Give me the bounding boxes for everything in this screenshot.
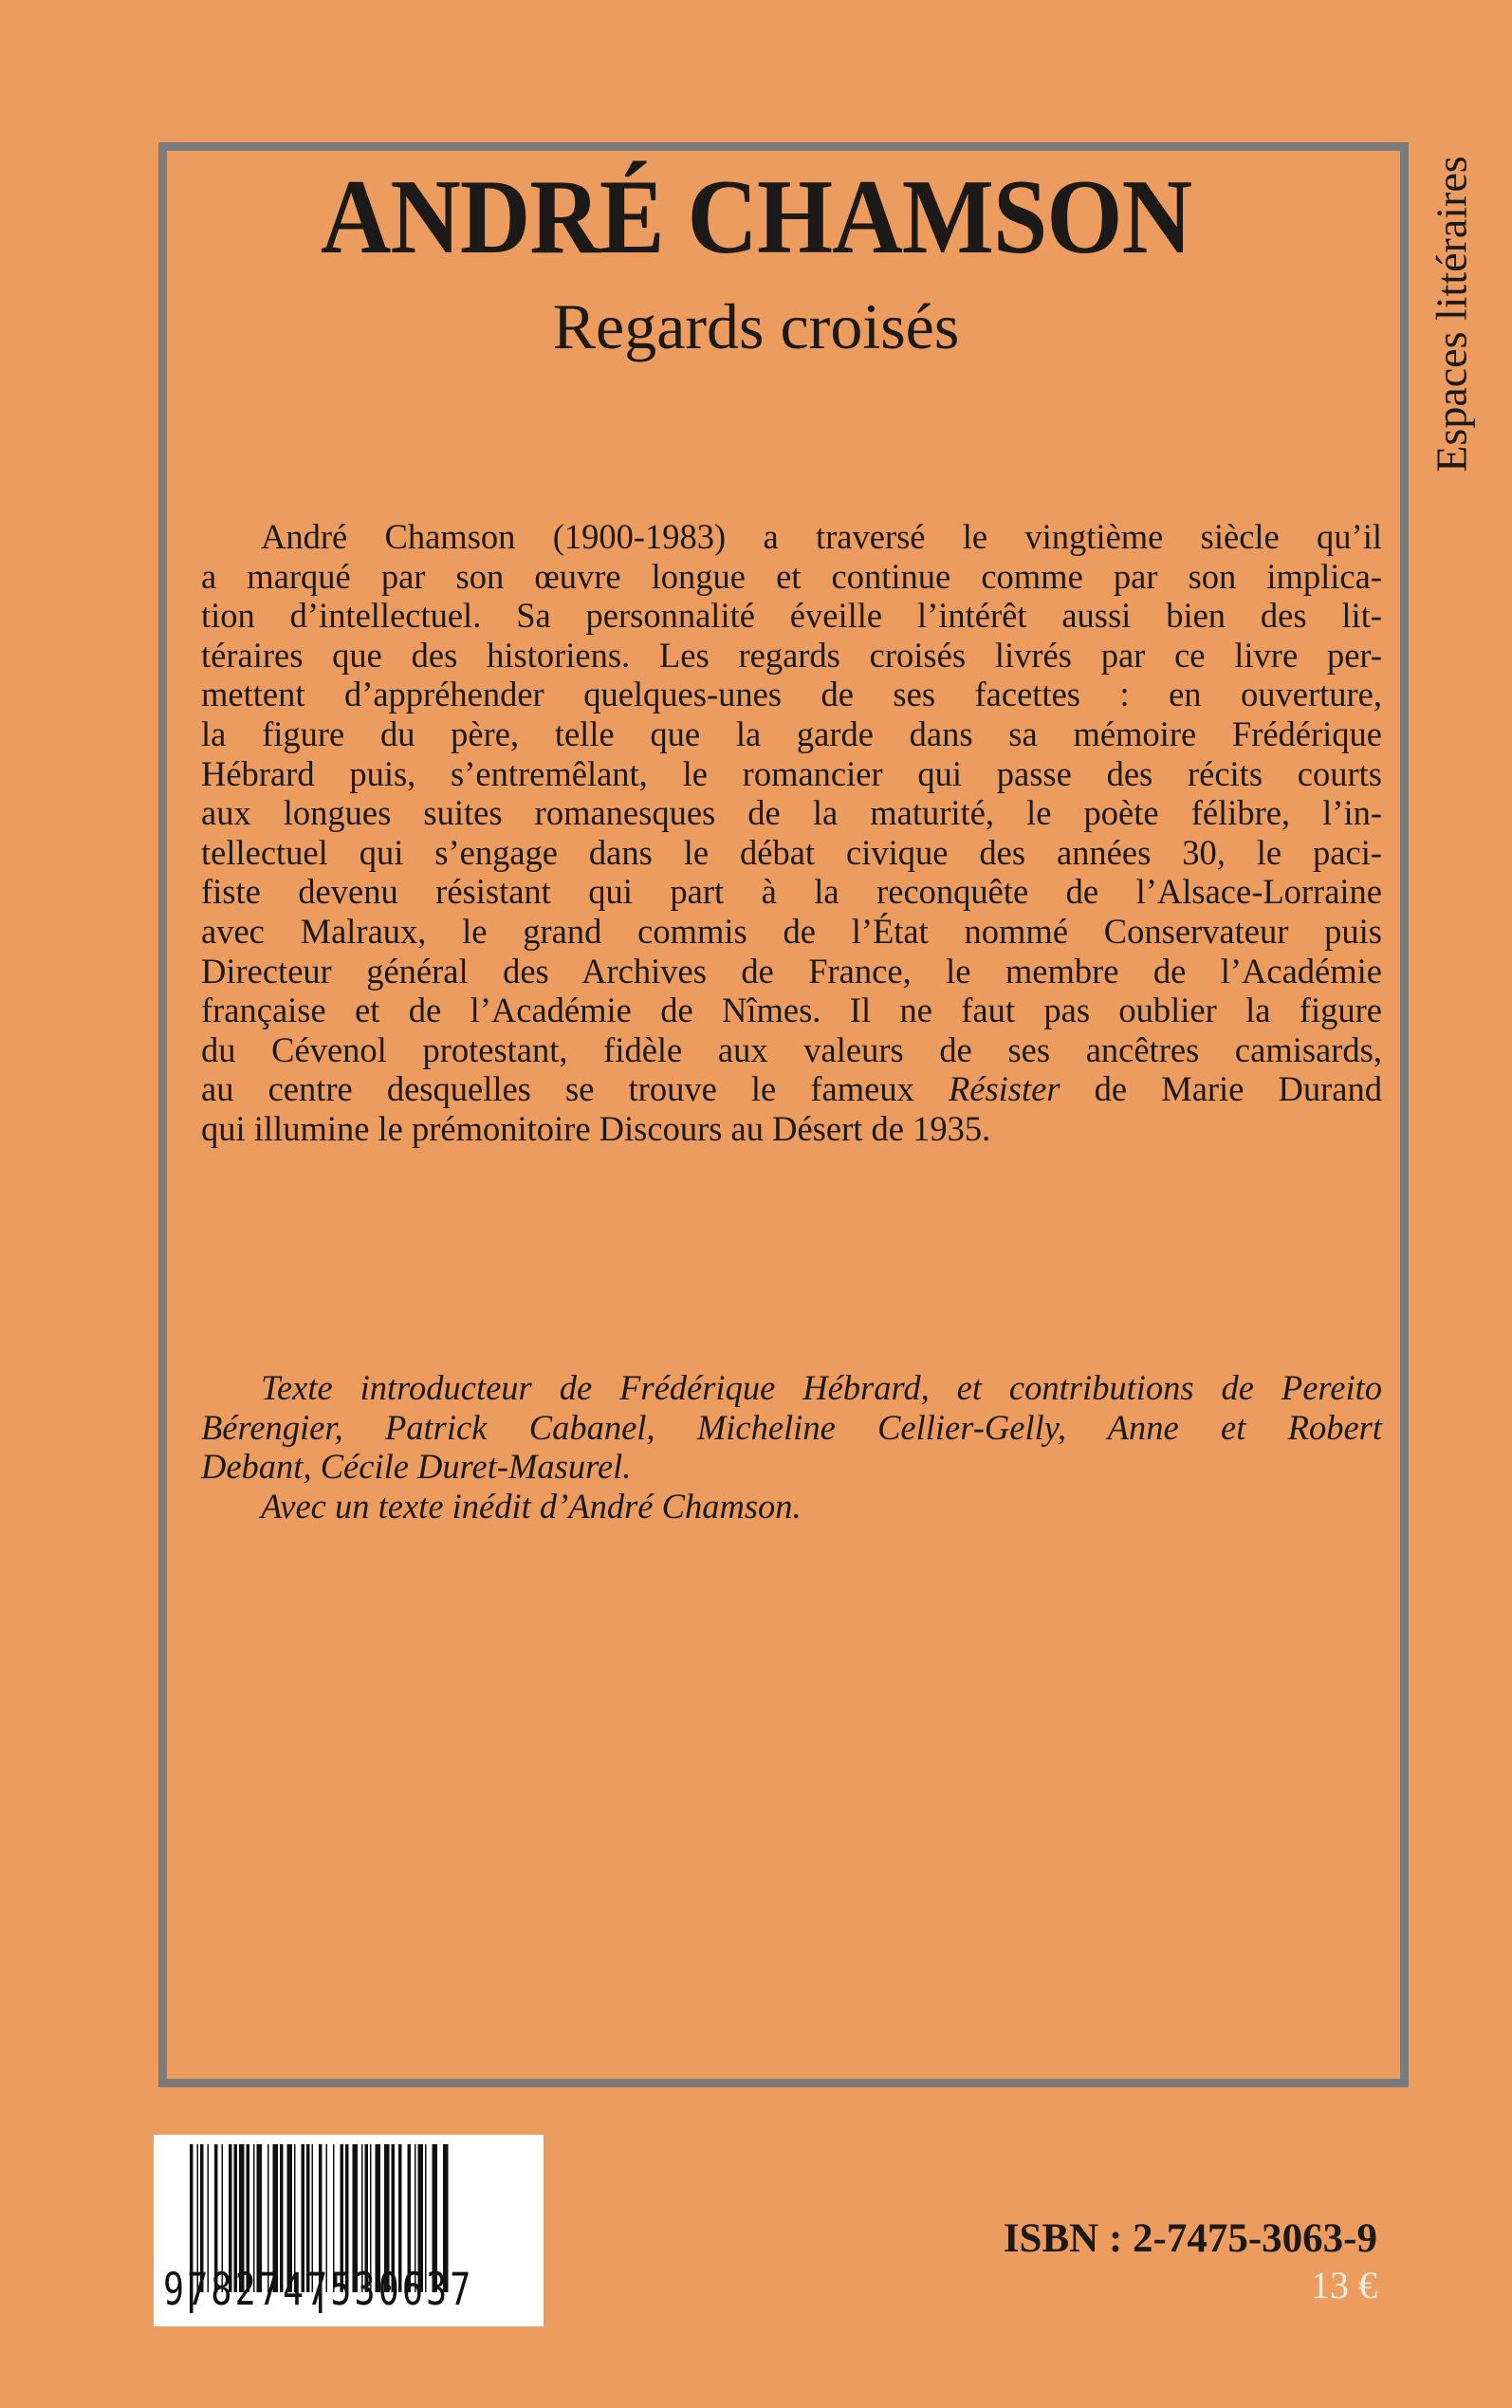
synopsis-line: mettent d’appréhender quelques-unes de ses facettes : en ouverture, — [201, 675, 1382, 714]
synopsis-line: qui illumine le prémonitoire Discours au Désert de 1935. — [201, 1108, 991, 1148]
isbn: ISBN : 2-7475-3063-9 — [1003, 2216, 1377, 2261]
price: 13 € — [1311, 2264, 1377, 2306]
series-text: Espaces littéraires — [1427, 156, 1476, 472]
book-subtitle: Regards croisés — [552, 290, 960, 362]
contributors — [201, 1368, 1382, 1526]
barcode — [154, 2135, 544, 2326]
synopsis-line: Directeur général des Archives de France, le membre de l’Académie — [201, 951, 1382, 991]
credits-line: Texte introducteur de Frédérique Hébrard, et contributions de Pereito — [261, 1368, 1382, 1407]
synopsis — [201, 517, 1382, 1149]
synopsis-line: téraires que des historiens. Les regards croisés livrés par ce livre per- — [201, 635, 1382, 675]
synopsis-line: fiste devenu résistant qui part à la reconquête de l’Alsace-Lorraine — [201, 872, 1382, 912]
synopsis-line: aux longues suites romanesques de la maturité, le poète félibre, l’in- — [201, 793, 1382, 833]
synopsis-text: au centre desquelles se trouve le fameux — [201, 1069, 914, 1109]
resister-title: Résister — [948, 1069, 1060, 1109]
synopsis-line: Hébrard puis, s’entremêlant, le romancier qui passe des récits courts — [201, 753, 1382, 793]
synopsis-line — [201, 1069, 1382, 1109]
synopsis-line: du Cévenol protestant, fidèle aux valeurs de ses ancêtres camisards, — [201, 1029, 1382, 1069]
synopsis-line: tellectuel qui s’engage dans le débat civique des années 30, le paci- — [201, 832, 1382, 872]
series-label — [1423, 139, 1480, 490]
credits-line: Avec un texte inédit d’André Chamson. — [261, 1486, 802, 1526]
synopsis-line: française et de l’Académie de Nîmes. Il ne faut pas oublier la figure — [201, 991, 1382, 1030]
synopsis-text: de Marie Durand — [1094, 1069, 1382, 1109]
synopsis-line: avec Malraux, le grand commis de l’État nommé Conservateur puis — [201, 911, 1382, 951]
synopsis-line: André Chamson (1900-1983) a traversé le vingtième siècle qu’il — [261, 517, 1382, 556]
synopsis-line: a marqué par son œuvre longue et continue comme par son implica- — [201, 556, 1382, 596]
credits-line: Debant, Cécile Duret-Masurel. — [201, 1447, 632, 1487]
barcode-digits: 9782747530637 — [163, 2264, 474, 2316]
book-title: ANDRÉ CHAMSON — [320, 158, 1192, 276]
synopsis-line: tion d’intellectuel. Sa personnalité éveille l’intérêt aussi bien des lit- — [201, 596, 1382, 636]
synopsis-line: la figure du père, telle que la garde dans sa mémoire Frédérique — [201, 713, 1382, 753]
credits-line: Bérengier, Patrick Cabanel, Micheline Cellier-Gelly, Anne et Robert — [201, 1407, 1382, 1447]
